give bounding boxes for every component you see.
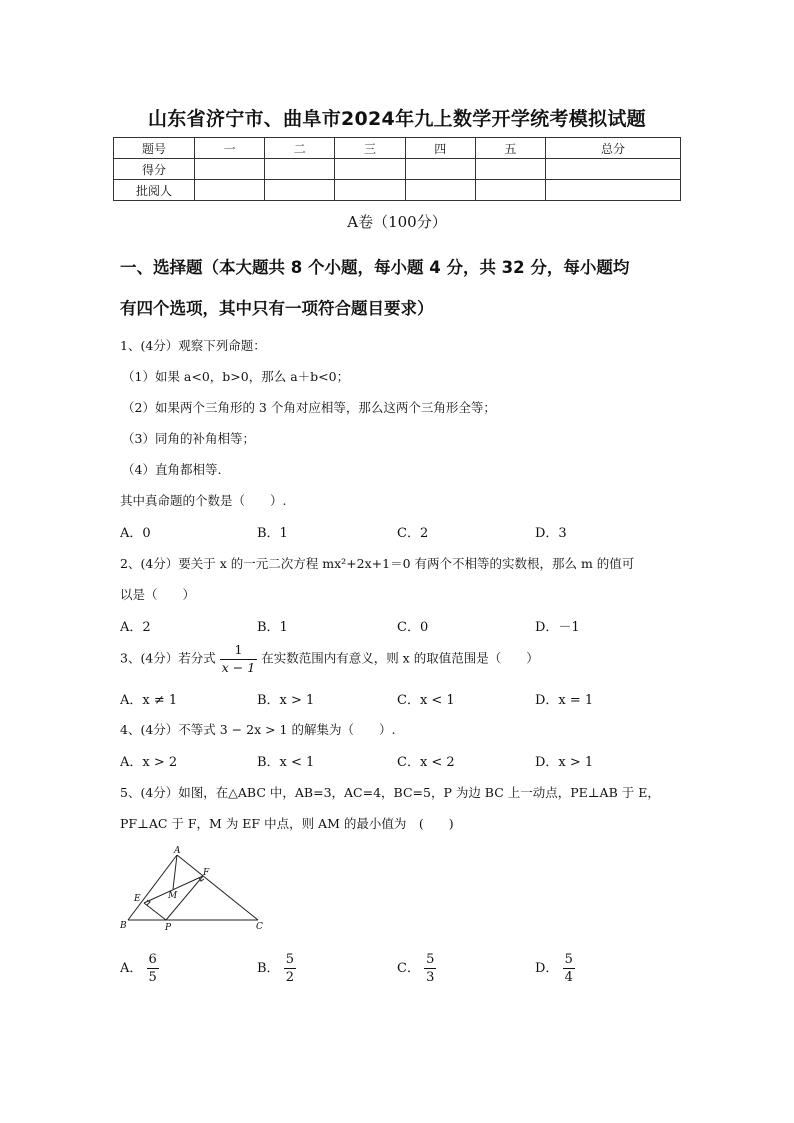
label-p: P [165, 923, 172, 933]
q5-option-a-denominator: 5 [148, 970, 157, 985]
q2-stem-line2: 以是（ ） [120, 587, 196, 602]
q2-option-d: D．－1 [535, 620, 580, 635]
q3-stem [120, 644, 539, 674]
score-cell [405, 159, 475, 180]
section1-heading-line1: 一、选择题（本大题共 8 个小题，每小题 4 分，共 32 分，每小题均 [120, 258, 630, 277]
label-f: F [203, 868, 210, 878]
q5-option-c-fraction [424, 953, 436, 984]
q3-fraction-denominator: x − 1 [221, 659, 256, 675]
q5-option-c [397, 953, 436, 984]
q4-option-d: D．x > 1 [535, 755, 594, 770]
score-cell [195, 159, 265, 180]
q5-option-b [257, 953, 296, 984]
q1-statement-3: （3）同角的补角相等； [122, 431, 255, 446]
q2-option-c: C．0 [397, 620, 429, 635]
label-b: B [120, 921, 127, 931]
score-table-header-row [114, 138, 681, 159]
q1-statement-4: （4）直角都相等. [122, 462, 222, 477]
q5-option-d-fraction [563, 953, 575, 984]
score-header-cell: 四 [405, 138, 475, 159]
q5-option-c-denominator: 3 [426, 970, 435, 985]
score-cell [405, 180, 475, 201]
score-header-cell: 一 [195, 138, 265, 159]
score-cell [546, 159, 681, 180]
q3-option-d: D．x = 1 [535, 693, 594, 708]
segment-pe [144, 903, 166, 920]
triangle-figure [116, 843, 276, 935]
segment-ab [128, 855, 177, 920]
score-header-cell: 五 [475, 138, 545, 159]
label-m: M [168, 891, 178, 901]
q4-stem: 4、(4分）不等式 3 − 2x > 1 的解集为（ ）. [120, 722, 396, 737]
q5-option-d-denominator: 4 [564, 970, 573, 985]
q1-stem: 1、(4分）观察下列命题： [120, 338, 266, 353]
score-header-cell: 总分 [546, 138, 681, 159]
q5-option-a-fraction [147, 953, 159, 984]
label-c: C [256, 922, 263, 932]
q5-option-d-letter: D． [535, 961, 559, 976]
q5-option-c-numerator: 5 [426, 952, 435, 967]
score-cell [546, 180, 681, 201]
q4-option-c: C．x < 2 [397, 755, 455, 770]
q5-option-d-numerator: 5 [564, 952, 573, 967]
q1-statement-1: （1）如果 a<0，b>0，那么 a＋b<0； [122, 369, 350, 384]
q5-option-a-letter: A． [120, 961, 143, 976]
score-cell [475, 159, 545, 180]
q2-option-b: B．1 [257, 620, 288, 635]
score-cell [265, 180, 335, 201]
q1-statement-2: （2）如果两个三角形的 3 个角对应相等，那么这两个三角形全等； [122, 400, 496, 415]
section-a-heading: A卷（100分） [347, 213, 447, 231]
q5-stem-line1: 5、(4分）如图，在△ABC 中，AB=3，AC=4，BC=5，P 为边 BC 上一动点，PE⊥AB 于 E， [120, 785, 660, 800]
section1-heading-line2: 有四个选项，其中只有一项符合题目要求） [120, 299, 434, 318]
score-cell [335, 180, 405, 201]
q1-question: 其中真命题的个数是（ ）. [120, 493, 287, 508]
q3-fraction [220, 644, 257, 674]
exam-title: 山东省济宁市、曲阜市2024年九上数学开学统考模拟试题 [148, 108, 646, 130]
q3-option-a: A．x ≠ 1 [120, 693, 178, 708]
label-e: E [134, 894, 141, 904]
q3-prefix: 3、(4分）若分式 [120, 650, 216, 666]
q2-option-a: A．2 [120, 620, 151, 635]
q1-option-a: A．0 [120, 526, 151, 541]
score-header-cell: 三 [335, 138, 405, 159]
q3-option-c: C．x < 1 [397, 693, 455, 708]
score-row-label: 批阅人 [114, 180, 195, 201]
q3-option-b: B．x > 1 [257, 693, 315, 708]
q5-stem-line2: PF⊥AC 于 F，M 为 EF 中点，则 AM 的最小值为 ( ) [120, 816, 454, 831]
q5-option-c-letter: C． [397, 961, 420, 976]
segment-ac [177, 855, 258, 920]
q5-option-b-numerator: 5 [285, 952, 294, 967]
q3-fraction-numerator: 1 [220, 644, 257, 660]
q5-option-a-numerator: 6 [148, 952, 157, 967]
label-a: A [174, 846, 181, 856]
score-cell [475, 180, 545, 201]
score-cell [195, 180, 265, 201]
q5-option-a [120, 953, 159, 984]
q2-stem-line1: 2、(4分）要关于 x 的一元二次方程 mx²+2x+1＝0 有两个不相等的实数根，那么 m 的值可 [120, 556, 635, 571]
score-header-cell: 题号 [114, 138, 195, 159]
q1-option-b: B．1 [257, 526, 288, 541]
score-table [113, 137, 681, 201]
score-table-row [114, 180, 681, 201]
q5-option-b-denominator: 2 [285, 970, 294, 985]
score-row-label: 得分 [114, 159, 195, 180]
score-cell [265, 159, 335, 180]
score-table-row [114, 159, 681, 180]
q1-option-d: D．3 [535, 526, 567, 541]
q5-option-b-letter: B． [257, 961, 280, 976]
q1-option-c: C．2 [397, 526, 429, 541]
q4-option-b: B．x < 1 [257, 755, 315, 770]
q4-option-a: A．x > 2 [120, 755, 178, 770]
q5-option-d [535, 953, 575, 984]
q3-suffix: 在实数范围内有意义，则 x 的取值范围是（ ） [261, 650, 539, 666]
q5-option-b-fraction [284, 953, 296, 984]
score-cell [335, 159, 405, 180]
score-header-cell: 二 [265, 138, 335, 159]
